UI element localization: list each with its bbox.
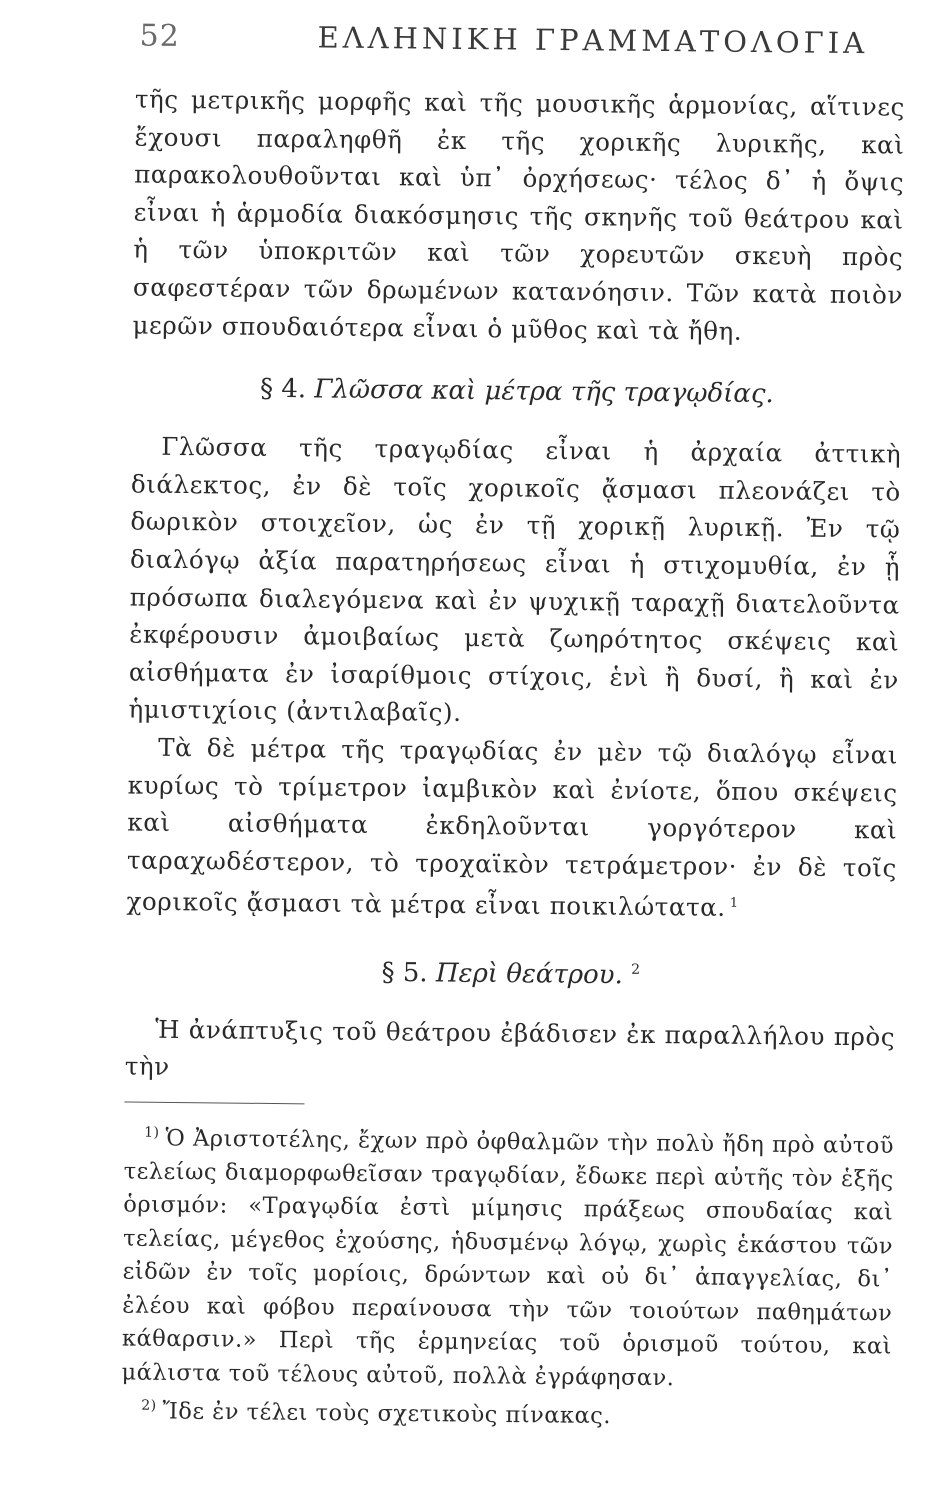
section-title: Περὶ θεάτρου.	[435, 958, 623, 991]
section-symbol: § 4.	[259, 373, 307, 405]
body-paragraph: τῆς μετρικῆς μορφῆς καὶ τῆς μουσικῆς ἁρμονίας, αἵτινες ἔχουσι παραληφθῆ ἐκ τῆς χορικῆς λυρικῆς, καὶ παρακολουθοῦνται καὶ ὑπ᾽ ὀρχήσεως· τέλος δ᾽ ἡ ὄψις εἶναι ἡ ἁρμοδία διακόσμησις τῆς σκηνῆς τοῦ θεάτρου καὶ ἡ τῶν ὑποκριτῶν καὶ τῶν χορευτῶν σκευὴ πρὸς σαφεστέραν τῶν δρωμένων κατανόησιν. Τῶν κατὰ ποιὸν μερῶν σπουδαιότερα εἶναι ὁ μῦθος καὶ τὰ ἤθη.	[132, 84, 906, 346]
page-header	[139, 19, 899, 77]
footnote-number: 1)	[144, 1124, 160, 1141]
body-paragraph: Ἡ ἀνάπτυξις τοῦ θεάτρου ἐβάδισεν ἐκ παραλλήλου πρὸς τὴν	[124, 1014, 896, 1082]
body-paragraph: Γλῶσσα τῆς τραγῳδίας εἶναι ἡ ἀρχαία ἀττικὴ διάλεκτος, ἐν δὲ τοῖς χορικοῖς ᾄσμασι πλεονάζει τὸ δωρικὸν στοιχεῖον, ὡς ἐν τῇ χορικῇ λυρικῇ. Ἐν τῷ διαλόγῳ ἀξία παρατηρήσεως εἶναι ἡ στιχομυθία, ἐν ᾗ πρόσωπα διαλεγόμενα καὶ ἐν ψυχικῇ ταραχῇ διατελοῦντα ἐκφέρουσιν ἀμοιβαίως μετὰ ζωηρότητος σκέψεις καὶ αἰσθήματα ἐν ἰσαρίθμοις στίχοις, ἑνὶ ἢ δυσί, ἢ καὶ ἐν ἡμιστιχίοις (ἀντιλαβαῖς).	[128, 431, 902, 728]
footnote-text: Ἴδε ἐν τέλει τοὺς σχετικοὺς πίνακας.	[162, 1398, 612, 1430]
footnote	[121, 1390, 891, 1437]
footnote-number: 2)	[141, 1398, 157, 1415]
section-heading-4	[132, 368, 902, 416]
page-number: 52	[139, 18, 180, 54]
footnote	[121, 1116, 894, 1398]
section-heading-5	[126, 944, 896, 998]
page-body	[121, 81, 905, 1437]
body-paragraph	[126, 728, 898, 928]
section-symbol: § 5.	[381, 957, 428, 989]
running-title: ΕΛΛΗΝΙΚΗ ΓΡΑΜΜΑΤΟΛΟΓΙΑ	[317, 20, 869, 61]
footnote-text: Ὁ Ἀριστοτέλης, ἔχων πρὸ ὀφθαλμῶν τὴν πολὺ ἤδη πρὸ αὐτοῦ τελείως διαμορφωθεῖσαν τραγῳδίαν, ἔδωκε περὶ αὐτῆς τὸν ἑξῆς ὁρισμόν: «Τραγῳδία ἐστὶ μίμησις πράξεως σπουδαίας καὶ τελείας, μέγεθος ἐχούσης, ἡδυσμένῳ λόγῳ, χωρὶς ἑκάστου τῶν εἰδῶν ἐν τοῖς μορίοις, δρώντων καὶ οὐ δι᾽ ἀπαγγελίας, δι᾽ ἐλέου καὶ φόβου περαίνουσα τὴν τῶν τοιούτων παθημάτων κάθαρσιν.» Περὶ τῆς ἑρμηνείας τοῦ ὁρισμοῦ τούτου, καὶ μάλιστα τοῦ τέλους αὐτοῦ, πολλὰ ἐγράφησαν.	[121, 1125, 895, 1392]
footnote-divider	[124, 1101, 304, 1104]
footnote-reference: 2	[631, 961, 641, 978]
paragraph-text: Τὰ δὲ μέτρα τῆς τραγῳδίας ἐν μὲν τῷ διαλόγῳ εἶναι κυρίως τὸ τρίμετρον ἰαμβικὸν καὶ ἐνίοτε, ὅπου σκέψεις καὶ αἰσθήματα ἐκδηλοῦνται γοργότερον καὶ ταραχωδέστερον, τὸ τροχαϊκὸν τετράμετρον· ἐν δὲ τοῖς χορικοῖς ᾄσμασι τὰ μέτρα εἶναι ποικιλώτατα.	[126, 732, 899, 923]
section-title: Γλῶσσα καὶ μέτρα τῆς τραγῳδίας.	[314, 374, 774, 410]
footnote-reference: 1	[729, 896, 739, 912]
